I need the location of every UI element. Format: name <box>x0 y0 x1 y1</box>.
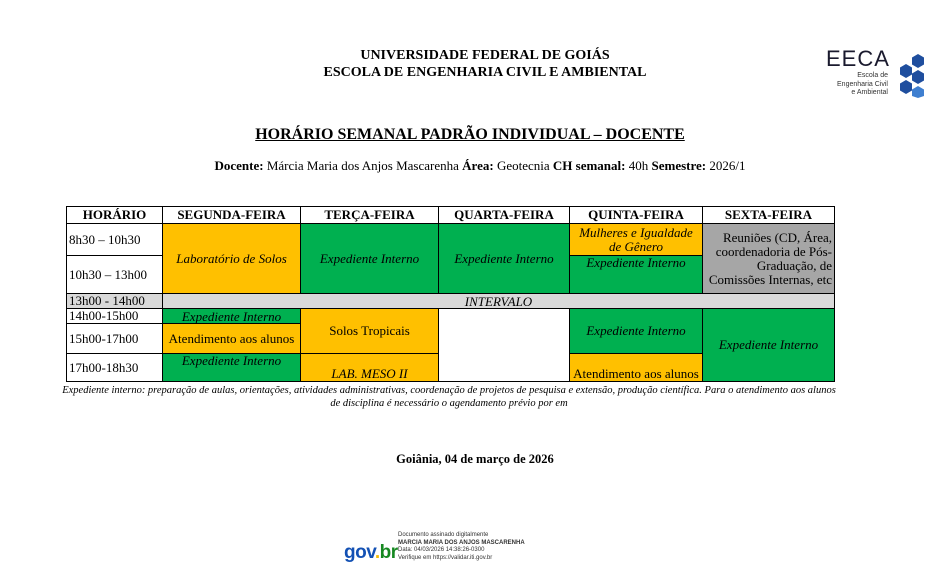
semester-value: 2026/1 <box>709 158 746 173</box>
schedule-cell: Expediente Interno <box>301 224 439 294</box>
schedule-cell <box>439 309 570 382</box>
area-value: Geotecnia <box>496 158 550 173</box>
time-cell: 14h00-15h00 <box>67 309 163 324</box>
eeca-logo <box>826 46 928 106</box>
logo-text: EECA <box>826 46 890 71</box>
teacher-name: Márcia Maria dos Anjos Mascarenha <box>266 158 459 173</box>
table-row <box>67 224 835 256</box>
school-name: ESCOLA DE ENGENHARIA CIVIL E AMBIENTAL <box>323 65 647 80</box>
schedule-cell: Expediente Interno <box>163 309 301 324</box>
schedule-cell: Atendimento aos alunos <box>570 354 703 382</box>
table-row <box>67 309 835 324</box>
time-cell: 13h00 - 14h00 <box>67 294 163 309</box>
place-date: Goiânia, 04 de março de 2026 <box>396 452 554 466</box>
teacher-info: Docente: Márcia Maria dos Anjos Mascarenha Área: Geotecnia CH semanal: 40h Semestre: 2026/1 <box>214 158 746 173</box>
schedule-table <box>66 206 835 382</box>
header-cell: TERÇA-FEIRA <box>301 207 439 224</box>
schedule-cell: Expediente Interno <box>570 256 703 294</box>
ch-value: 40h <box>628 158 649 173</box>
schedule-cell: Expediente Interno <box>703 309 835 382</box>
university-name: UNIVERSIDADE FEDERAL DE GOIÁS <box>360 48 610 63</box>
time-cell: 15h00-17h00 <box>67 324 163 354</box>
header-cell: HORÁRIO <box>67 207 163 224</box>
schedule-cell: Expediente Interno <box>439 224 570 294</box>
schedule-cell: Laboratório de Solos <box>163 224 301 294</box>
time-cell: 8h30 – 10h30 <box>67 224 163 256</box>
signature-details: Documento assinado digitalmente MARCIA MARIA DOS ANJOS MASCARENHA Data: 04/03/2026 14:38:26-0300 Verifique em https://validar.iti.gov.br <box>398 532 525 561</box>
schedule-cell: Expediente Interno <box>570 309 703 354</box>
header-cell: QUINTA-FEIRA <box>570 207 703 224</box>
footnote: Expediente interno: preparação de aulas, orientações, atividades administrativas, coordenação de projetos de pesquisa e extensão, produção científica. Para o atendimento aos alunos de disciplina é necessário o agendamento prévio por em <box>62 385 836 409</box>
table-row <box>67 294 835 309</box>
schedule-cell: Solos Tropicais <box>301 309 439 354</box>
time-cell: 17h00-18h30 <box>67 354 163 382</box>
schedule-cell: Reuniões (CD, Área, coordenadoria de Pós-Graduação, de Comissões Internas, etc <box>703 224 835 294</box>
interval-cell: INTERVALO <box>163 294 835 309</box>
schedule-cell: LAB. MESO II <box>301 354 439 382</box>
hexagon-logo-icon <box>890 52 928 98</box>
schedule-cell: Expediente Interno <box>163 354 301 382</box>
header-cell: SEGUNDA-FEIRA <box>163 207 301 224</box>
table-header-row <box>67 207 835 224</box>
digital-signature <box>344 532 544 572</box>
schedule-cell: Atendimento aos alunos <box>163 324 301 354</box>
header-cell: SEXTA-FEIRA <box>703 207 835 224</box>
time-cell: 10h30 – 13h00 <box>67 256 163 294</box>
logo-subtitle: Escola de Engenharia Civil e Ambiental <box>837 72 888 96</box>
page-title: HORÁRIO SEMANAL PADRÃO INDIVIDUAL – DOCENTE <box>255 126 685 143</box>
header-cell: QUARTA-FEIRA <box>439 207 570 224</box>
schedule-cell: Mulheres e Igualdade de Gênero <box>570 224 703 256</box>
govbr-logo: gov.br <box>344 542 398 563</box>
